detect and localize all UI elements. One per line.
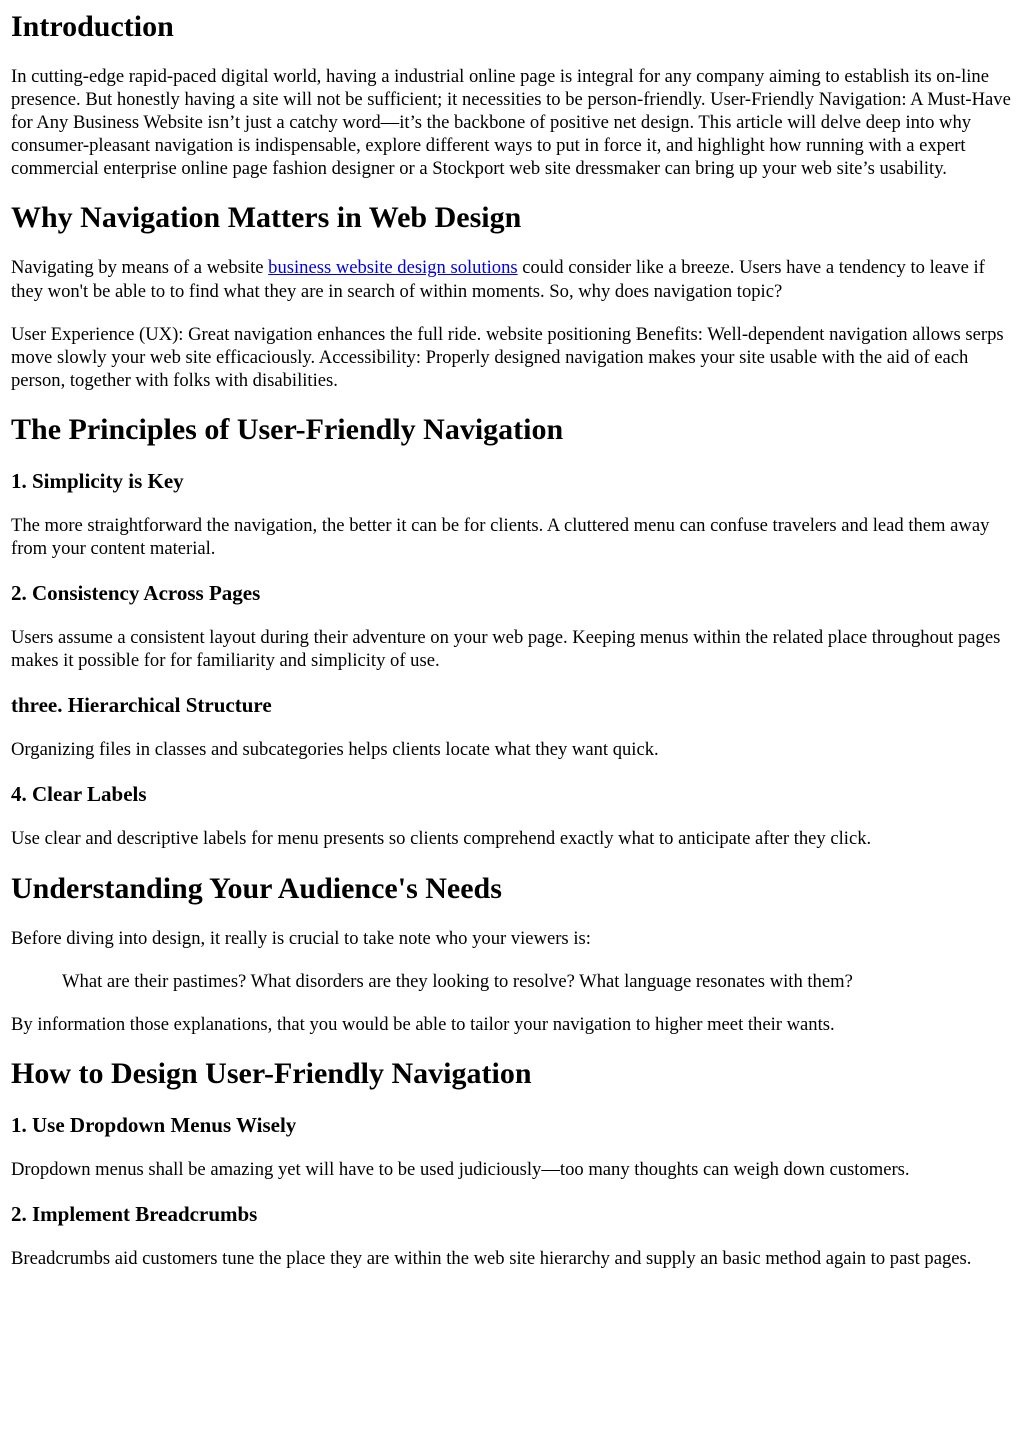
design-text: Dropdown menus shall be amazing yet will have to be used judiciously—too many thoughts can weigh down customers. (11, 1158, 910, 1180)
principle-title: 4. Clear Labels (11, 782, 147, 807)
design-title: 1. Use Dropdown Menus Wisely (11, 1112, 297, 1137)
principle-text: Users assume a consistent layout during their adventure on your web page. Keeping menus within the related place throughout pages makes it possible for for familiarity and simplicity of use. (11, 627, 1001, 672)
intro-paragraph: In cutting-edge rapid-paced digital world, having a industrial online page is integral for any company aiming to establish its on-line presence. But honestly having a site will not be sufficient; it necessities to be person-friendly. User-Friendly Navigation: A Must-Have for Any Business Website isn’t just a catchy word—it’s the backbone of positive net design. This article will delve deep into why consumer-pleasant navigation is indispensable, explore different ways to put in force it, and highlight how running with a expert commercial enterprise online page fashion designer or a Stockport web site dressmaker can bring up your web site’s usability. (11, 66, 1011, 180)
design-title: 2. Implement Breadcrumbs (11, 1201, 258, 1226)
principle-text: Use clear and descriptive labels for menu presents so clients comprehend exactly what to anticipate after they click. (11, 828, 872, 850)
audience-heading: Understanding Your Audience's Needs (11, 871, 502, 905)
why-paragraph-2: User Experience (UX): Great navigation enhances the full ride. website positioning Benefits: Well-dependent navigation allows serps move slowly your web site efficaciously. Accessibility: Properly designed navigation makes your site usable with the aid of each person, together with folks with disabilities. (11, 323, 1004, 391)
audience-outro: By information those explanations, that you would be able to tailor your navigation to higher meet their wants. (11, 1013, 835, 1035)
intro-heading: Introduction (11, 10, 174, 43)
audience-questions (11, 970, 1014, 993)
principle-title: three. Hierarchical Structure (11, 693, 272, 718)
why-p1-after: could consider like a breeze. Users have a tendency to leave if they won't be able to to find what they are in search of within moments. So, why does navigation topic? (11, 257, 985, 302)
principle-title: 2. Consistency Across Pages (11, 581, 261, 606)
design-heading: How to Design User-Friendly Navigation (11, 1056, 532, 1090)
principle-text: The more straightforward the navigation, the better it can be for clients. A cluttered menu can confuse travelers and lead them away from your content material. (11, 514, 990, 560)
audience-intro: Before diving into design, it really is crucial to take note who your viewers is: (11, 927, 591, 949)
business-website-design-link[interactable]: business website design solutions (268, 257, 518, 279)
why-heading: Why Navigation Matters in Web Design (11, 201, 522, 235)
principle-title: 1. Simplicity is Key (11, 468, 184, 493)
why-p1-before: Navigating by means of a website (11, 257, 269, 279)
design-text: Breadcrumbs aid customers tune the place they are within the web site hierarchy and supply an basic method again to past pages. (11, 1247, 972, 1269)
article (0, 9, 1024, 1270)
principle-text: Organizing files in classes and subcategories helps clients locate what they want quick. (11, 739, 659, 761)
audience-question-item: What are their pastimes? What disorders are they looking to resolve? What language resonates with them? (62, 970, 853, 992)
principles-heading: The Principles of User-Friendly Navigation (11, 412, 564, 446)
why-paragraph-1 (11, 256, 1014, 302)
